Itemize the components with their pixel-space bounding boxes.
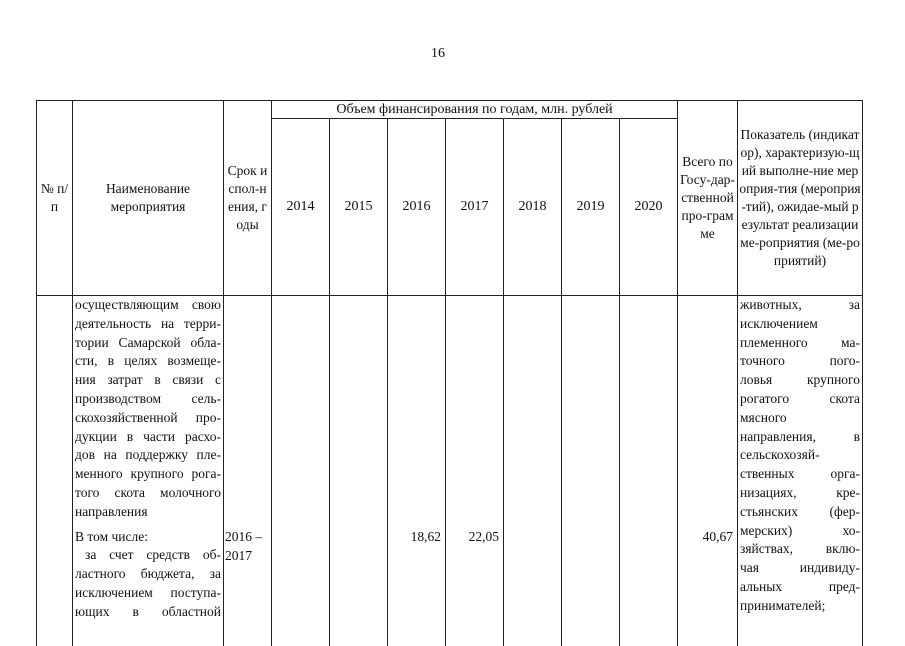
header-year-2014: 2014 [272,119,330,296]
indicator-line: сельскохозяй- [740,446,860,465]
cell-2017 [446,296,504,646]
term-line: 2016 – [225,528,271,547]
sub-name-line: за счет средств об- [75,546,221,565]
name-line: дов на поддержку пле- [75,446,221,465]
cell-indicator [738,296,863,646]
cell-2020 [620,296,678,646]
indicator-line: принимателей; [740,597,860,616]
name-line: сти, в целях возмеще- [75,352,221,371]
value-total: 40,67 [678,528,733,547]
name-line: производством сель- [75,390,221,409]
header-indicator-text: Показатель (индикатор), характеризую-щий выполне-ние мероприя-тия (мероприя-тий), ожидае-мый результат реализации ме-роприятия (ме-роприятий) [739,126,861,270]
value-2016: 18,62 [388,528,441,547]
sub-name-line: ластного бюджета, за [75,565,221,584]
cell-total [678,296,738,646]
indicator-line: зяйствах, вклю- [740,540,860,559]
body-row [37,296,863,646]
header-year-2017: 2017 [446,119,504,296]
measure-name-lines [75,296,221,522]
cell-measure-name [73,296,224,646]
value-2017: 22,05 [446,528,499,547]
indicator-line: стьянских (фер- [740,503,860,522]
indicator-line: рогатого скота [740,390,860,409]
indicator-line: ственных орга- [740,465,860,484]
header-term [224,101,272,296]
name-line: того скота молочного [75,484,221,503]
header-year-2016: 2016 [388,119,446,296]
cell-2019 [562,296,620,646]
cell-term [224,296,272,646]
header-year-2020: 2020 [620,119,678,296]
name-line: дукции в части расхо- [75,428,221,447]
cell-2016 [388,296,446,646]
header-row-1 [37,101,863,119]
indicator-line: низациях, кре- [740,484,860,503]
name-line: скохозяйственной про- [75,409,221,428]
header-total [678,101,738,296]
indicator-line: ловья крупного [740,371,860,390]
sub-measure-name-lines [75,546,221,621]
header-term-text: Срок испол-нения, годы [226,162,270,234]
cell-2015 [330,296,388,646]
name-line: осуществляющим свою [75,296,221,315]
header-number: № п/п [37,101,73,296]
funding-table [36,100,863,646]
header-funding-group: Объем финансирования по годам, млн. рублей [272,101,678,119]
cell-number [37,296,73,646]
page-number: 16 [423,46,453,62]
including-label: В том числе: [75,528,221,547]
indicator-line: животных, за [740,296,860,315]
indicator-line: мерских) хо- [740,522,860,541]
indicator-line: чая индивиду- [740,559,860,578]
header-total-text: Всего по Госу-дар-ственной про-грамме [680,153,736,243]
name-line: деятельность на терри- [75,315,221,334]
indicator-line: направления, в [740,428,860,447]
sub-name-line: ющих в областной [75,603,221,622]
name-line: ния затрат в связи с [75,371,221,390]
header-year-2015: 2015 [330,119,388,296]
header-year-2018: 2018 [504,119,562,296]
header-measure-name: Наименование мероприятия [73,101,224,296]
sub-name-line: исключением поступа- [75,584,221,603]
cell-2014 [272,296,330,646]
name-line: менного крупного рога- [75,465,221,484]
header-indicator [738,101,863,296]
indicator-line: мясного [740,409,860,428]
name-line: направления [75,503,221,522]
indicator-line: исключением [740,315,860,334]
cell-2018 [504,296,562,646]
header-year-2019: 2019 [562,119,620,296]
indicator-line: точного пого- [740,352,860,371]
indicator-line: племенного ма- [740,334,860,353]
indicator-line: альных пред- [740,578,860,597]
term-line: 2017 [225,547,271,566]
name-line: тории Самарской обла- [75,334,221,353]
